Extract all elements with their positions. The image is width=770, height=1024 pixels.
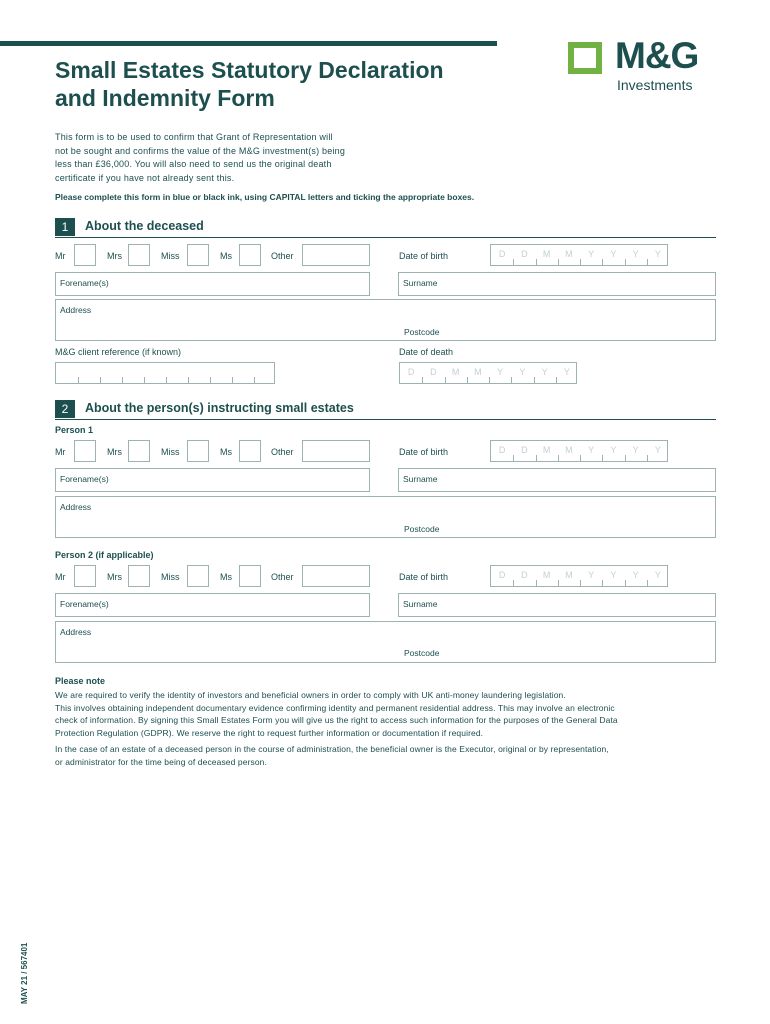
note-line: This involves obtaining independent documentary evidence confirming identity and permanent residential address. This may involve an electronic [55,702,615,713]
intro-line: This form is to be used to confirm that Grant of Representation will [55,132,333,142]
deceased-title-miss-box[interactable] [187,244,209,266]
date-tick [467,377,468,383]
intro-line: less than £36,000. You will also need to send us the original death [55,159,332,169]
date-placeholder-char: Y [588,570,595,580]
title-line-2: and Indemnity Form [55,85,275,111]
person-2-heading: Person 2 (if applicable) [55,550,154,560]
address-label: Address [60,502,92,512]
person2-title-mr-box[interactable] [74,565,96,587]
intro-line: certificate if you have not already sent this. [55,172,235,183]
person1-title-ms-box[interactable] [239,440,261,462]
title-label-miss: Miss [161,447,180,457]
date-tick [511,377,512,383]
section-2-number: 2 [55,400,75,418]
date-placeholder-char: D [407,367,415,377]
date-of-birth-label: Date of birth [399,572,449,582]
date-tick [602,455,603,461]
date-placeholder-char: Y [654,445,661,455]
date-placeholder-char: D [498,445,506,455]
date-tick [625,259,626,265]
title-label-other: Other [271,447,294,457]
date-of-death-field[interactable] [399,362,577,384]
surname-label: Surname [403,599,438,609]
title-label-ms: Ms [220,447,232,457]
date-tick [580,580,581,586]
date-tick [602,259,603,265]
note-line: or administrator for the time being of deceased person. [55,756,267,767]
date-placeholder-char: D [430,367,437,377]
date-tick [580,455,581,461]
date-tick [513,580,514,586]
title-label-mr: Mr [55,572,66,582]
note-paragraph-1 [55,689,720,739]
client-ref-tick [100,377,101,383]
date-placeholder-char: Y [632,570,639,580]
logo-subtitle: Investments [617,77,693,93]
logo-square-icon [568,42,602,74]
title-label-mrs: Mrs [107,447,122,457]
date-placeholder-char: Y [610,445,617,455]
section-1-number: 1 [55,218,75,236]
date-placeholder-char: D [521,570,528,580]
date-tick [602,580,603,586]
note-heading: Please note [55,676,106,686]
date-placeholder-char: Y [541,367,548,377]
person2-title-other-box[interactable] [302,565,370,587]
date-tick [445,377,446,383]
person2-dob-field[interactable] [490,565,668,587]
top-rule [0,41,497,46]
intro-line: not be sought and confirms the value of the M&G investment(s) being [55,145,346,156]
date-placeholder-char: D [498,570,506,580]
note-paragraph-2 [55,743,720,768]
forenames-label: Forename(s) [60,278,109,288]
date-of-birth-label: Date of birth [399,251,449,261]
date-placeholder-char: M [542,249,551,259]
forenames-label: Forename(s) [60,599,109,609]
title-label-other: Other [271,572,294,582]
date-placeholder-char: Y [632,249,639,259]
logo-wordmark: M&G [615,35,699,76]
title-label-other: Other [271,251,294,261]
section-2-divider [55,419,716,420]
client-reference-field[interactable] [55,362,275,384]
client-ref-tick [232,377,233,383]
person1-dob-field[interactable] [490,440,668,462]
deceased-surname-field[interactable] [398,272,716,296]
title-label-miss: Miss [161,572,180,582]
surname-label: Surname [403,278,438,288]
date-placeholder-char: D [498,249,506,259]
date-placeholder-char: Y [497,367,504,377]
note-line: Protection Regulation (GDPR). We reserve the right to request further information or documentation if required. [55,727,484,738]
person2-forenames-field[interactable] [55,593,370,617]
date-tick [422,377,423,383]
date-placeholder-char: M [565,570,573,580]
section-1-divider [55,237,716,238]
person2-surname-field[interactable] [398,593,716,617]
person2-address-field[interactable] [55,621,716,663]
person-1-heading: Person 1 [55,425,94,435]
date-of-death-label: Date of death [399,347,454,357]
deceased-forenames-field[interactable] [55,272,370,296]
date-placeholder-char: Y [519,367,526,377]
instruction-text: Please complete this form in blue or black ink, using CAPITAL letters and ticking the appropriate boxes. [55,192,475,202]
title-label-miss: Miss [161,251,180,261]
date-placeholder-char: Y [632,445,639,455]
address-label: Address [60,627,92,637]
date-placeholder-char: D [521,249,528,259]
date-tick [647,580,648,586]
date-of-birth-label: Date of birth [399,447,449,457]
date-placeholder-char: Y [610,249,617,259]
person1-title-miss-box[interactable] [187,440,209,462]
date-placeholder-char: Y [563,367,570,377]
section-1-title: About the deceased [85,219,204,233]
date-tick [647,455,648,461]
client-ref-tick [188,377,189,383]
client-ref-tick [78,377,79,383]
surname-label: Surname [403,474,438,484]
date-placeholder-char: M [565,445,573,455]
forenames-label: Forename(s) [60,474,109,484]
deceased-title-ms-box[interactable] [239,244,261,266]
title-label-mr: Mr [55,251,66,261]
deceased-dob-field[interactable] [490,244,668,266]
client-ref-tick [144,377,145,383]
title-label-ms: Ms [220,572,232,582]
deceased-title-mr-box[interactable] [74,244,96,266]
date-tick [536,455,537,461]
note-line: check of information. By signing this Small Estates Form you will give us the right to access such information for the purposes of the General Data [55,715,618,725]
person1-address-field[interactable] [55,496,716,538]
date-tick [534,377,535,383]
date-placeholder-char: Y [654,570,661,580]
person1-surname-field[interactable] [398,468,716,492]
title-label-mrs: Mrs [107,251,122,261]
title-label-mr: Mr [55,447,66,457]
date-tick [625,455,626,461]
form-code: MAY 21 / 567401 [20,942,29,1004]
intro-text [55,131,385,185]
date-tick [558,455,559,461]
postcode-label: Postcode [404,327,440,337]
date-tick [580,259,581,265]
client-ref-tick [122,377,123,383]
date-placeholder-char: Y [610,570,617,580]
note-line: We are required to verify the identity of investors and beneficial owners in order to comply with UK anti-money laundering legislation. [55,690,566,700]
address-label: Address [60,305,92,315]
date-tick [558,580,559,586]
date-tick [513,259,514,265]
date-placeholder-char: Y [654,249,661,259]
date-tick [647,259,648,265]
date-tick [513,455,514,461]
title-label-mrs: Mrs [107,572,122,582]
deceased-title-other-box[interactable] [302,244,370,266]
person1-title-mrs-box[interactable] [128,440,150,462]
person2-title-ms-box[interactable] [239,565,261,587]
person1-title-other-box[interactable] [302,440,370,462]
date-placeholder-char: D [521,445,528,455]
date-tick [536,259,537,265]
postcode-label: Postcode [404,524,440,534]
client-ref-tick [166,377,167,383]
date-tick [556,377,557,383]
person2-title-mrs-box[interactable] [128,565,150,587]
title-line-1: Small Estates Statutory Declaration [55,57,444,83]
date-placeholder-char: Y [588,445,595,455]
date-placeholder-char: Y [588,249,595,259]
page-title [55,56,444,112]
date-tick [558,259,559,265]
title-label-ms: Ms [220,251,232,261]
mg-logo [568,35,728,96]
person1-forenames-field[interactable] [55,468,370,492]
date-placeholder-char: M [542,570,551,580]
date-placeholder-char: M [451,367,460,377]
date-tick [625,580,626,586]
date-placeholder-char: M [542,445,551,455]
client-ref-label: M&G client reference (if known) [55,347,182,357]
client-ref-tick [210,377,211,383]
client-ref-tick [254,377,255,383]
deceased-title-mrs-box[interactable] [128,244,150,266]
date-tick [536,580,537,586]
date-placeholder-char: M [474,367,482,377]
postcode-label: Postcode [404,648,440,658]
date-placeholder-char: M [565,249,573,259]
deceased-address-field[interactable] [55,299,716,341]
person1-title-mr-box[interactable] [74,440,96,462]
date-tick [489,377,490,383]
section-2-title: About the person(s) instructing small estates [85,401,354,415]
note-line: In the case of an estate of a deceased person in the course of administration, the beneficial owner is the Executor, original or by representation, [55,744,609,754]
person2-title-miss-box[interactable] [187,565,209,587]
